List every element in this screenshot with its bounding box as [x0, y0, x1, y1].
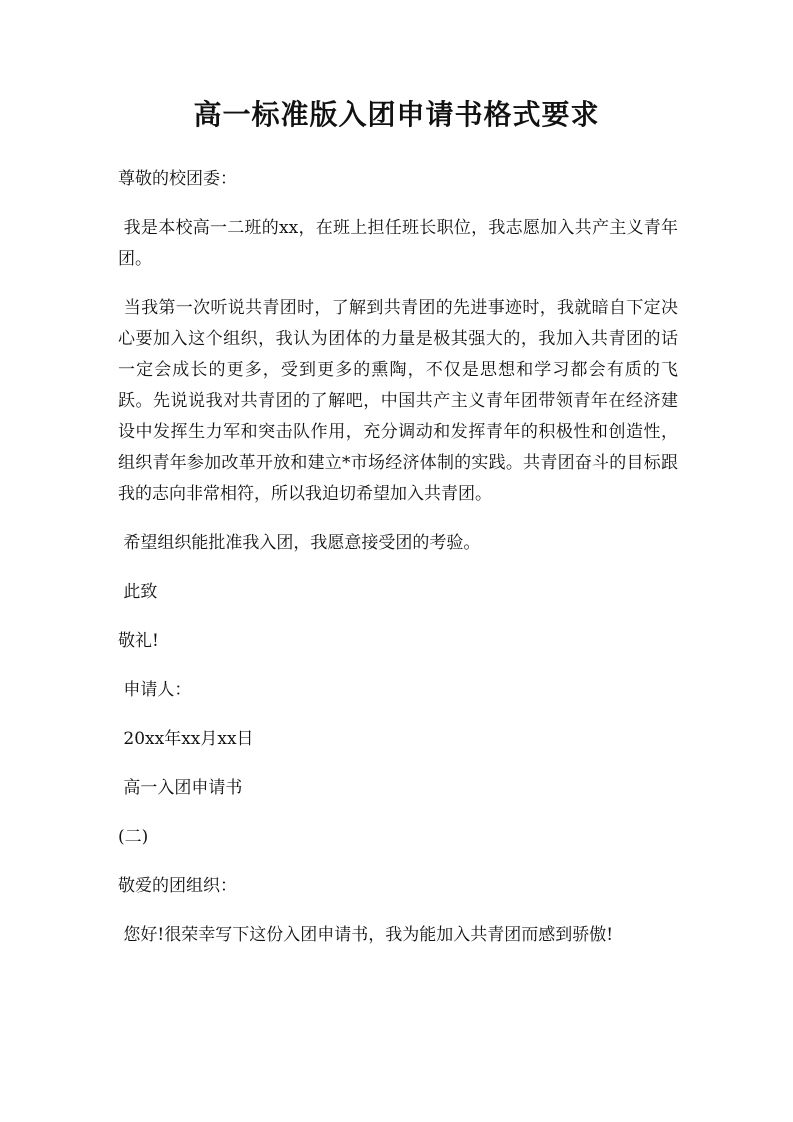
salutation: 尊敬的校团委：: [118, 169, 237, 189]
salutation-second: 敬爱的团组织：: [118, 876, 237, 896]
document-title: 高一标准版入团申请书格式要求: [193, 98, 600, 131]
closing-jingli: 敬礼!: [118, 631, 159, 651]
closing-cizhi: 此致: [118, 582, 158, 602]
paragraph-intro: 我是本校高一二班的xx，在班上担任班长职位，我志愿加入共产主义青年团。: [118, 218, 678, 269]
paragraph-greeting: 您好!很荣幸写下这份入团申请书，我为能加入共青团而感到骄傲!: [118, 925, 614, 945]
paragraph-request: 希望组织能批准我入团，我愿意接受团的考验。: [118, 533, 481, 553]
section-heading: 高一入团申请书: [118, 778, 243, 798]
date-line: 20xx年xx月xx日: [118, 729, 254, 749]
document-body: [118, 164, 678, 951]
paragraph-main: 当我第一次听说共青团时，了解到共青团的先进事迹时，我就暗自下定决心要加入这个组织，我认为团体的力量是极其强大的，我加入共青团的话一定会成长的更多，受到更多的熏陶，不仅是思想和学习都会有质的飞跃。先说说我对共青团的了解吧，中国共产主义青年团带领青年在经济建设中发挥生力军和突击队作用，充分调动和发挥青年的积极性和创造性，组织青年参加改革开放和建立*市场经济体制的实践。共青团奋斗的目标跟我的志向非常相符，所以我迫切希望加入共青团。: [118, 298, 679, 504]
section-number: (二): [118, 827, 149, 847]
applicant-label: 申请人：: [118, 680, 192, 700]
